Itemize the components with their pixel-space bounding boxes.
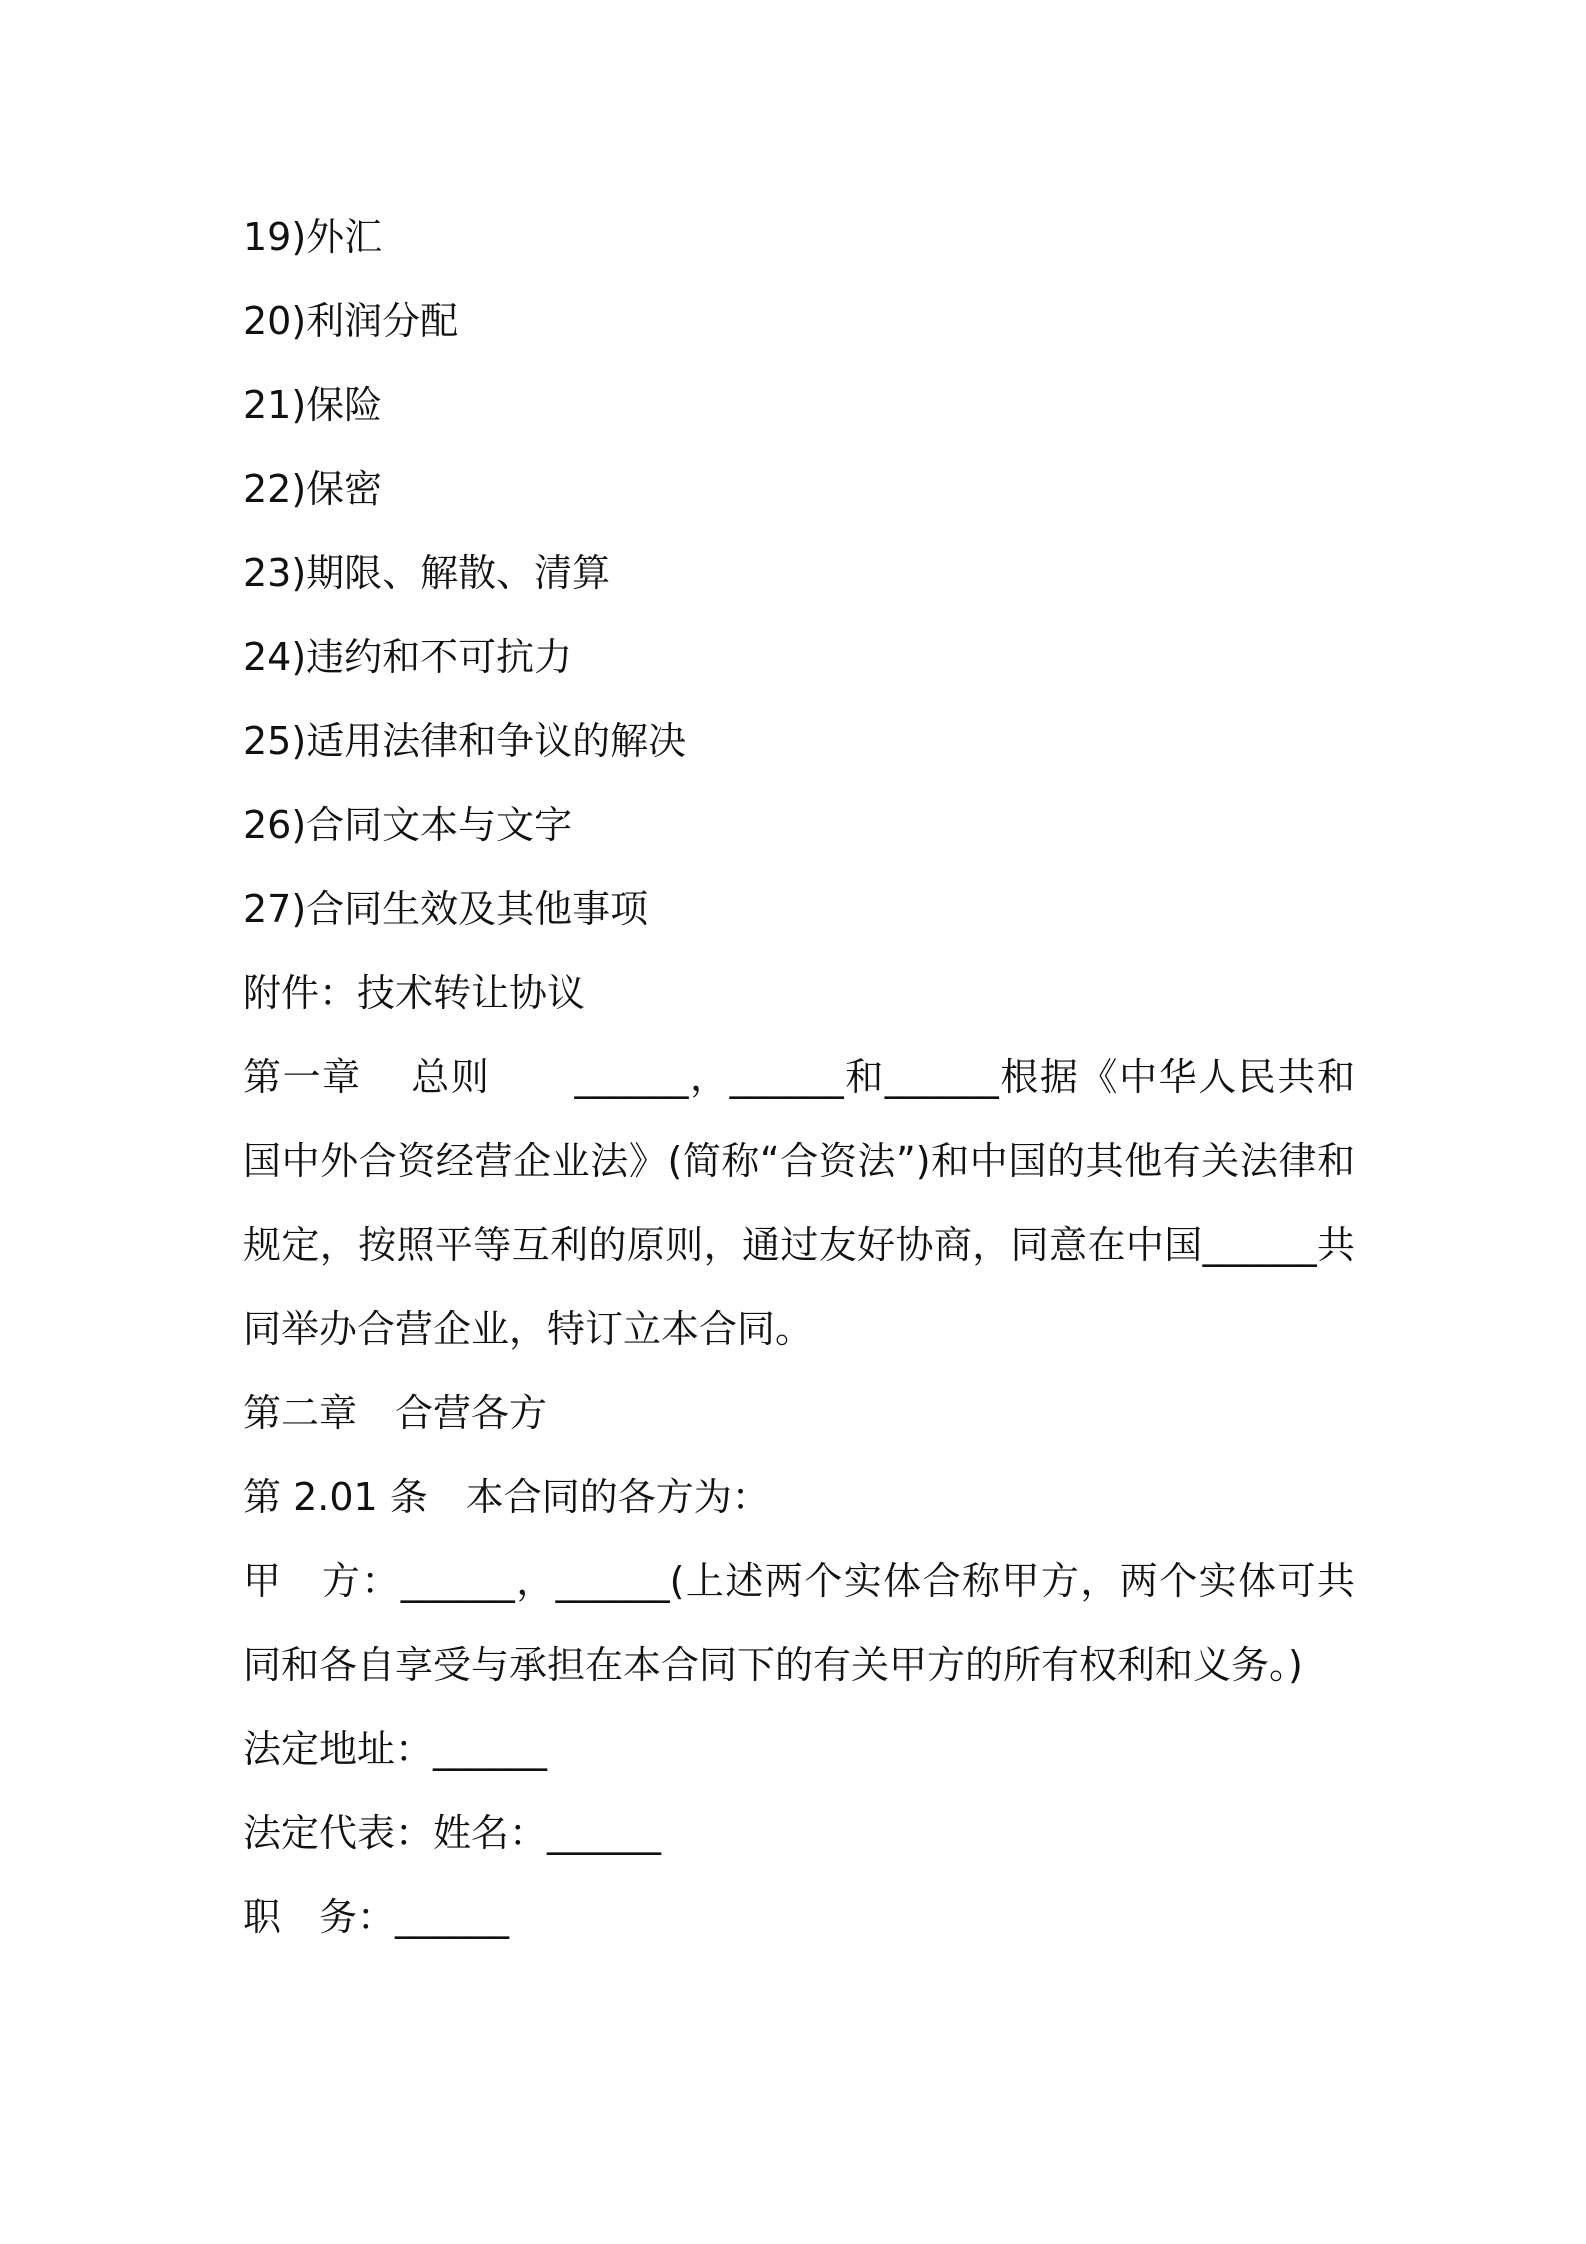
outline-item-21: 21)保险 bbox=[243, 383, 383, 427]
chapter-one-body: ______，______和______根据《中华人民共和国中外合资经营企业法》(简称“合资法”)和中国的其他有关法律和规定，按照平等互利的原则，通过友好协商，同意在中国______共同举办合营企业，特订立本合同。 bbox=[243, 1055, 1355, 1351]
outline-item-23: 23)期限、解散、清算 bbox=[243, 551, 611, 595]
document-page bbox=[243, 195, 1355, 1959]
chapter-one-title: 总则 bbox=[409, 1055, 491, 1099]
outline-item-25: 25)适用法律和争议的解决 bbox=[243, 719, 687, 763]
chapter-one-heading: 第一章 bbox=[243, 1055, 362, 1099]
party-a-paragraph: 甲 方：______，______(上述两个实体合称甲方，两个实体可共同和各自享受与承担在本合同下的有关甲方的所有权利和义务。) bbox=[243, 1559, 1355, 1687]
outline-item-20: 20)利润分配 bbox=[243, 299, 459, 343]
outline-item-26: 26)合同文本与文字 bbox=[243, 803, 573, 847]
appendix-line: 附件：技术转让协议 bbox=[243, 971, 586, 1015]
outline-item-19: 19)外汇 bbox=[243, 215, 383, 259]
legal-address-line: 法定地址：______ bbox=[243, 1727, 548, 1771]
outline-item-27: 27)合同生效及其他事项 bbox=[243, 887, 649, 931]
outline-item-24: 24)违约和不可抗力 bbox=[243, 635, 573, 679]
chapter-two-heading: 第二章 合营各方 bbox=[243, 1391, 548, 1435]
outline-item-22: 22)保密 bbox=[243, 467, 383, 511]
chapter-one-paragraph bbox=[243, 1035, 1355, 1371]
legal-representative-line: 法定代表：姓名：______ bbox=[243, 1811, 662, 1855]
article-2-01: 第 2.01 条 本合同的各方为： bbox=[243, 1475, 770, 1519]
position-line: 职 务：______ bbox=[243, 1895, 510, 1939]
